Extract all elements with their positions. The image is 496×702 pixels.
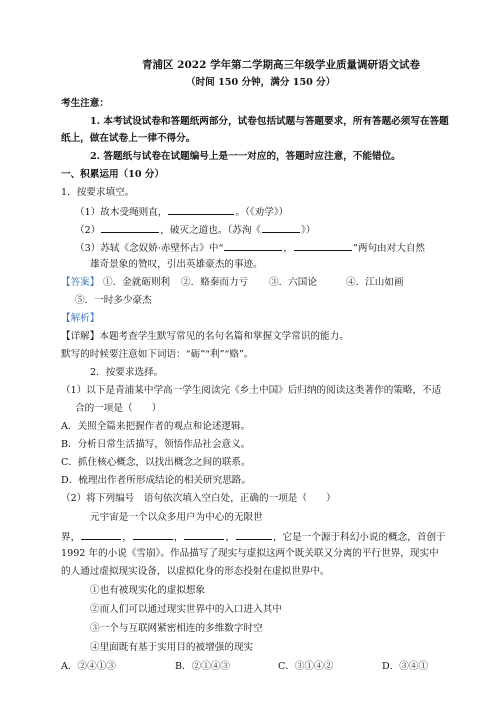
blank-4[interactable] bbox=[224, 240, 282, 251]
question-1-3-text: （3）苏轼《念奴娇·赤壁怀古》中“ bbox=[75, 243, 224, 254]
passage-end: ，它是一个源于科幻小说的概念，首创于 bbox=[272, 532, 446, 543]
page-subtitle: （时间 150 分钟，满分 150 分） bbox=[186, 77, 336, 88]
answer-item-5: ⑤．一时多少豪杰 bbox=[75, 295, 152, 306]
final-option-b: B．②①④③ bbox=[175, 661, 231, 672]
question-1-1-source: 。（《劝学》） bbox=[235, 207, 289, 218]
blank-6[interactable] bbox=[81, 529, 121, 540]
blank-2[interactable] bbox=[101, 222, 159, 233]
blank-3[interactable] bbox=[262, 222, 300, 233]
option-b: B．分析日常生活描写，领悟作品社会意义。 bbox=[61, 439, 251, 450]
final-option-c: C．③①④② bbox=[278, 661, 334, 672]
page-title: 青浦区 2022 学年第二学期高三年级学业质量调研语文试卷 bbox=[142, 59, 421, 71]
question-1-2-label: （2） bbox=[75, 225, 101, 236]
answer-item-3: ③．六国论 bbox=[269, 277, 317, 288]
section-heading: 一、积累运用（10 分） bbox=[61, 169, 165, 180]
question-1-1 bbox=[75, 204, 288, 220]
blank-8[interactable] bbox=[184, 529, 224, 540]
blank-7[interactable] bbox=[133, 529, 173, 540]
blank-1[interactable] bbox=[168, 204, 234, 215]
option-d: D．梳理出作者所形成结论的相关研究思路。 bbox=[61, 475, 251, 486]
detail-text: 【详解】本题考查学生默写常见的名句名篇和掌握文学常识的能力。 bbox=[61, 331, 349, 342]
question-1-2 bbox=[75, 222, 315, 238]
answer-item-2: ②．赂秦而力亏 bbox=[181, 277, 249, 288]
sentence-3: ③一个与互联网紧密相连的多维数字时空 bbox=[90, 623, 263, 634]
option-c: C．抓住核心概念，以找出概念之间的联系。 bbox=[61, 457, 251, 468]
question-1-3-rest: ”两句由对大自然 bbox=[352, 243, 426, 254]
answer-line bbox=[61, 276, 404, 290]
notice-heading: 考生注意： bbox=[61, 98, 109, 109]
notice-item-1: 1. 本考试设试卷和答题纸两部分，试卷包括试题与答题要求，所有答题必须写在答题 bbox=[90, 116, 449, 127]
sentence-2: ②而人们可以通过现实世界中的入口进入其中 bbox=[90, 604, 282, 615]
detail-notes: 默写的时候要注意如下词语：“砺”“利”“赂”。 bbox=[61, 349, 254, 360]
passage-start: 界， bbox=[61, 532, 81, 543]
blank-5[interactable] bbox=[294, 240, 352, 251]
final-option-a: A．②④①③ bbox=[61, 661, 116, 672]
question-2: 2．按要求选择。 bbox=[90, 367, 164, 378]
question-2-1: （1）以下是青浦某中学高一学生阅读完《乡土中国》后归纳的阅读这类著作的策略，不适 bbox=[61, 385, 442, 396]
question-1-3-cont: 雄奇景象的赞叹，引出英雄豪杰的事迹。 bbox=[90, 259, 263, 270]
passage-line-4: 的人通过虚拟现实设备，以虚拟化身的形态投射在虚拟世界中。 bbox=[61, 566, 330, 577]
analysis-tag: 【解析】 bbox=[61, 313, 100, 324]
blank-9[interactable] bbox=[236, 529, 272, 540]
answer-tag: 【答案】 bbox=[61, 277, 100, 288]
sentence-1: ①也有被现实化的虚拟想象 bbox=[90, 585, 206, 596]
sentence-4: ④里面既有基于实用目的被增强的现实 bbox=[90, 642, 254, 653]
answer-item-1: ①．金就砺则利 bbox=[103, 277, 171, 288]
passage-line-1: 元宇宙是一个以众多用户为中心的无限世 bbox=[90, 512, 263, 523]
question-2-2: （2）将下列编号 语句依次填入空白处，正确的一项是（ ） bbox=[61, 493, 336, 504]
question-1-2-text: ，破灭之道也。（苏洵《 bbox=[160, 225, 262, 236]
question-1-3 bbox=[75, 240, 425, 256]
passage-line-2: 界， ， ， ， ，它是一个源于科幻小说的概念，首创于 bbox=[61, 529, 446, 545]
question-1-3-comma: ， bbox=[283, 243, 293, 254]
question-1-2-end: 》） bbox=[301, 225, 316, 236]
notice-item-2: 2. 答题纸与试卷在试题编号上是一一对应的，答题时应注意，不能错位。 bbox=[90, 151, 401, 162]
question-2-1-cont: 合的一项是（ ） bbox=[75, 403, 162, 414]
question-1-1-text: （1）故木受绳则直， bbox=[75, 207, 168, 218]
question-1: 1．按要求填空。 bbox=[61, 187, 135, 198]
final-option-d: D．③④① bbox=[382, 661, 429, 672]
answer-item-4: ④．江山如画 bbox=[346, 277, 404, 288]
option-a: A．关照全篇来把握作者的观点和论述逻辑。 bbox=[61, 421, 251, 432]
passage-line-3: 1992 年的小说《雪崩》。作品描写了现实与虚拟这两个既关联又分离的平行世界，现实中 bbox=[61, 548, 439, 559]
notice-item-1-cont: 纸上，做在试卷上一律不得分。 bbox=[61, 133, 196, 144]
